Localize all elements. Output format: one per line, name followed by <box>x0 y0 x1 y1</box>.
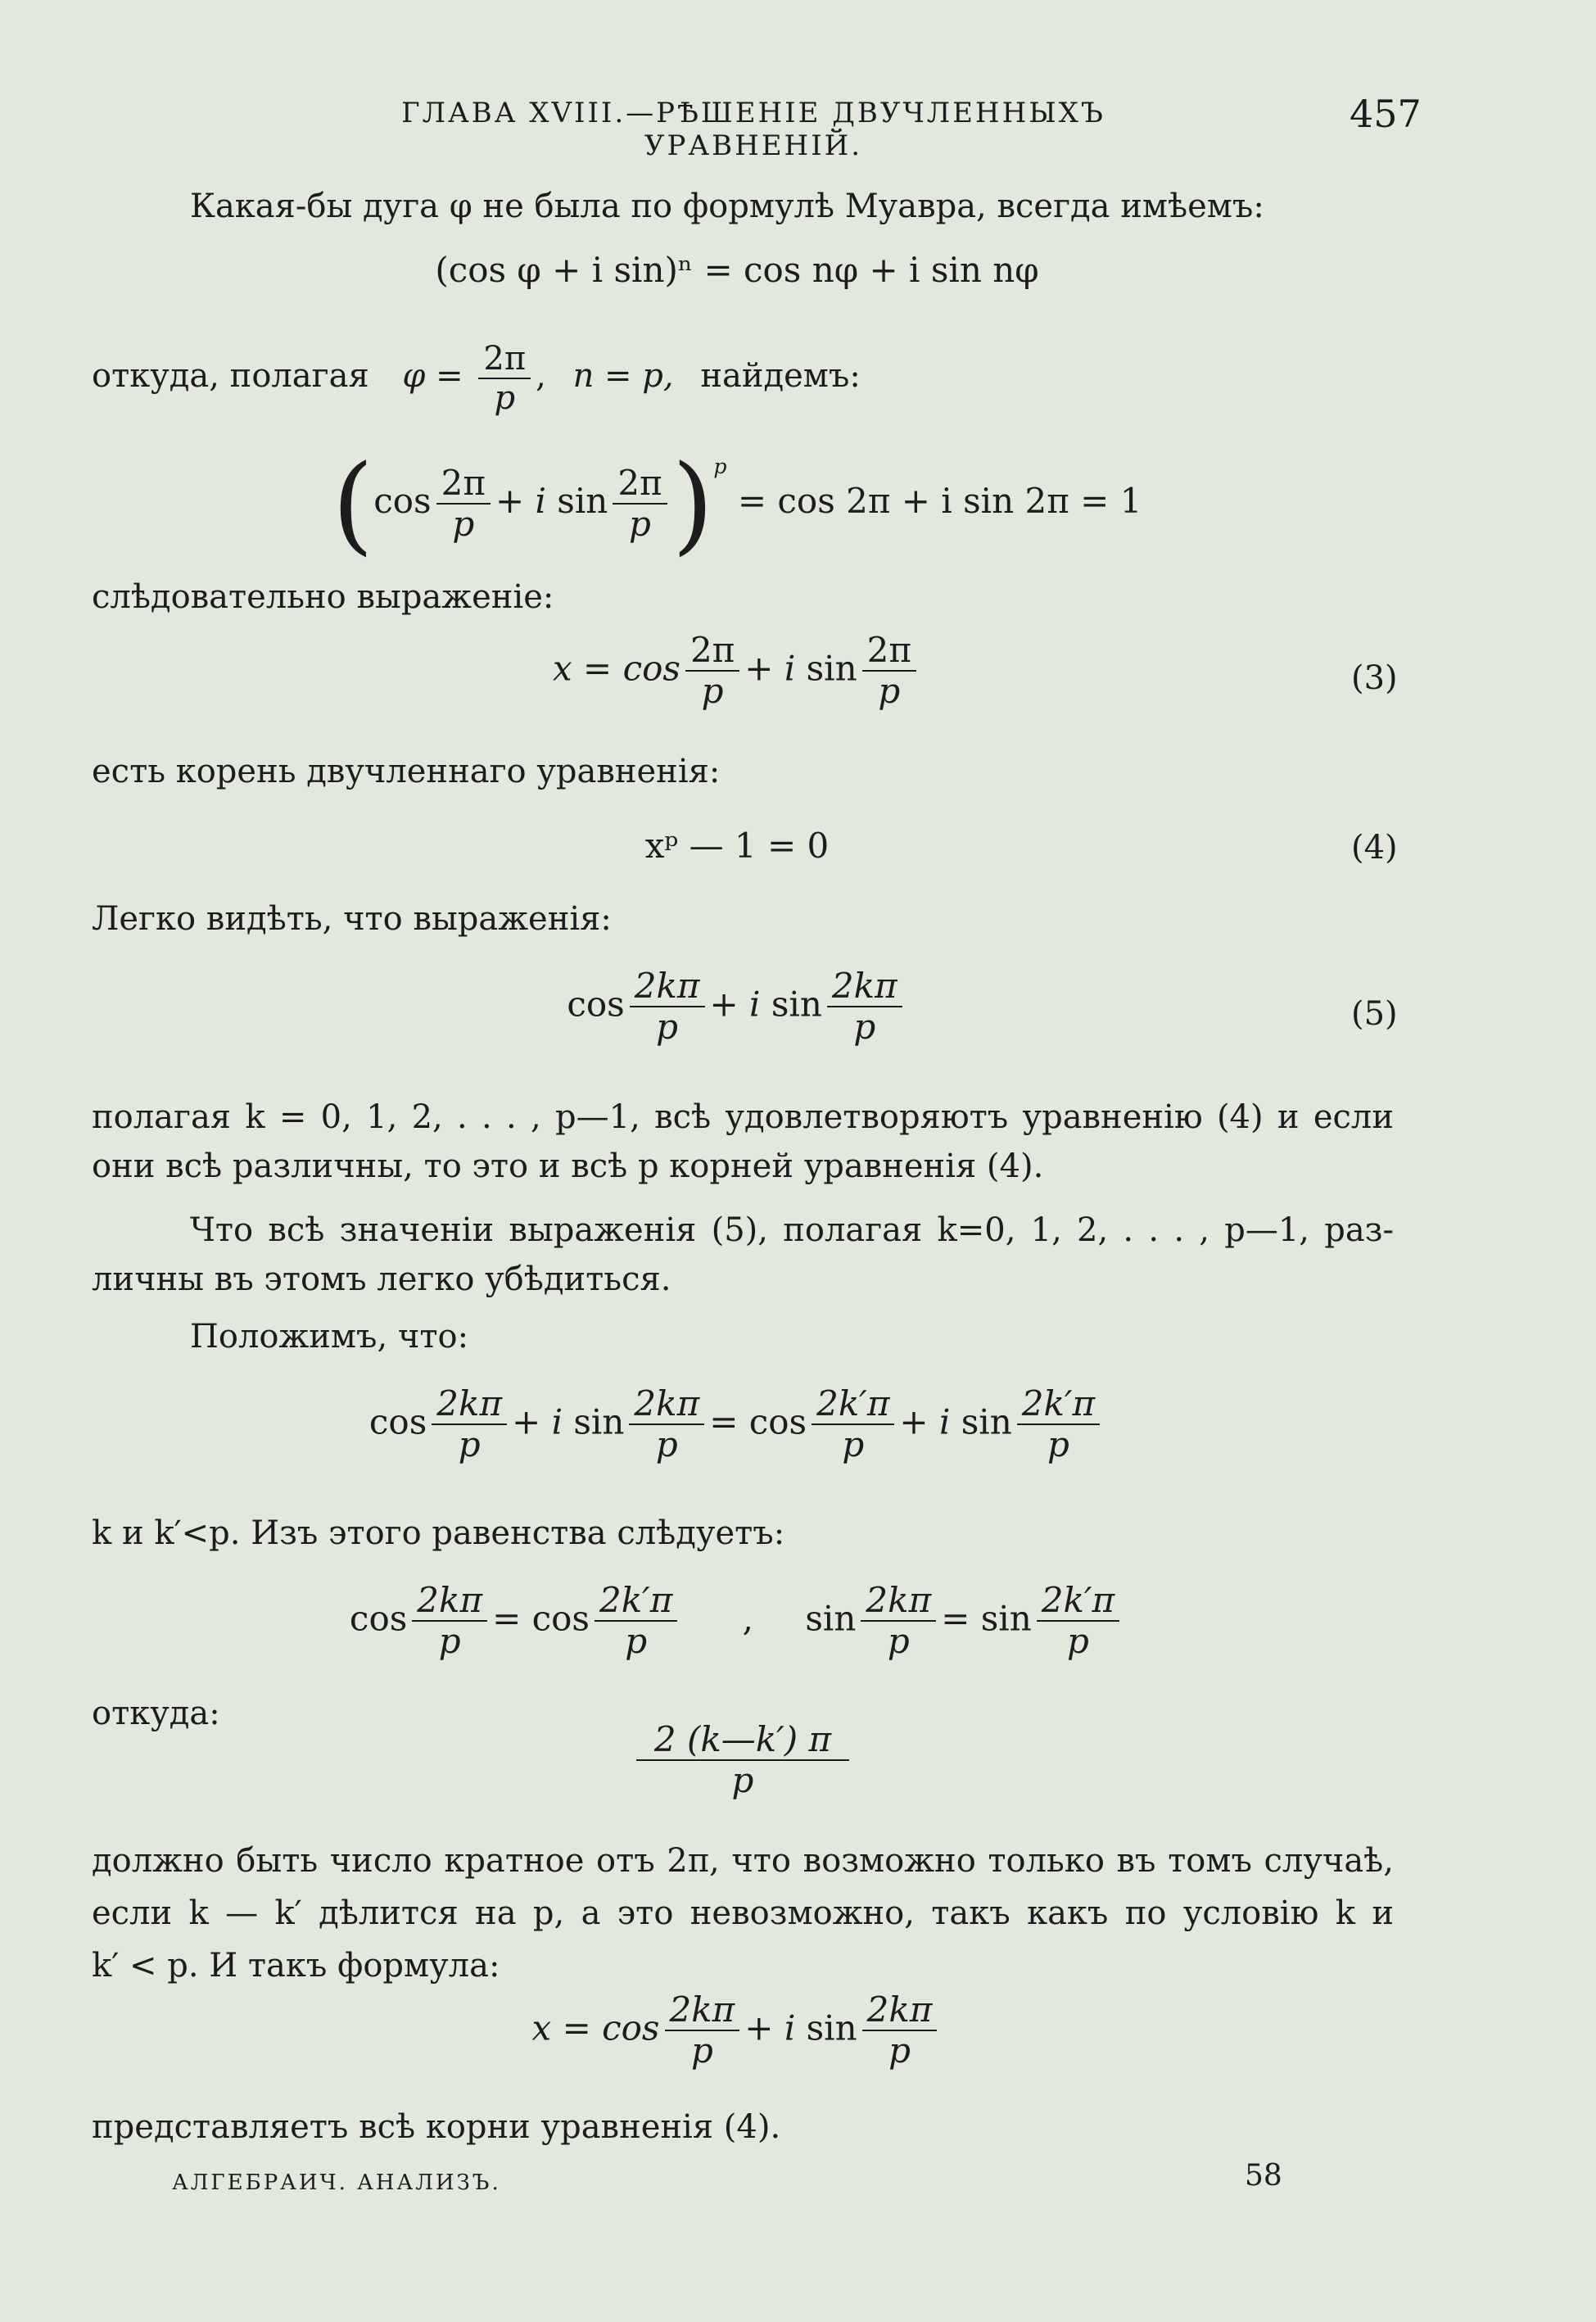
running-title: ГЛАВА XVIII.—РѢШЕНІЕ ДВУЧЛЕННЫХЪ УРАВНЕНІЙ. <box>401 97 1105 162</box>
footer-signature: 58 <box>1245 2159 1282 2193</box>
subst-n: n = p, <box>572 357 674 395</box>
paragraph-9: k и k′<p. Изъ этого равенства слѣдуетъ: <box>92 1514 785 1552</box>
paragraph-3: слѣдовательно выраженіе: <box>92 578 554 616</box>
equation-number-5: (5) <box>1351 995 1398 1033</box>
page-number: 457 <box>1350 92 1422 136</box>
equation-equality: cos $\frac{2k\pi}{p}$ + i sin $\frac{2k\pi}{p}$ = cos $\frac{2k'\pi}{p}$ + i sin $\frac{2k'\pi}{p}$ <box>82 1384 1392 1465</box>
paragraph-7-line-1: Что всѣ значеніи выраженія (5), полагая k=0, 1, 2, . . . , p—1, раз- <box>190 1211 1394 1249</box>
equation-final: x = cos $\frac{2k\pi}{p}$ + i sin $\frac{2k\pi}{p}$ <box>82 1990 1392 2071</box>
paragraph-11-line-1: должно быть число кратное отъ 2π, что возможно только въ томъ случаѣ, <box>92 1842 1394 1880</box>
paragraph-7-line-2: личны въ этомъ легко убѣдиться. <box>92 1261 671 1298</box>
fraction: $\frac{2\pi}{p}$ <box>613 464 667 545</box>
paragraph-4: есть корень двучленнаго уравненія: <box>92 753 721 790</box>
equation-difference: $\frac{2 (k—k') \pi}{p}$ <box>82 1720 1392 1801</box>
fraction: $\frac{2\pi}{p}$ <box>436 464 491 545</box>
subst-phi: φ = <box>402 357 463 395</box>
equation-cos-sin: cos $\frac{2k\pi}{p}$ = cos $\frac{2k'\pi}{p}$ , sin $\frac{2k\pi}{p}$ = sin $\frac{2k'\pi}{p}$ <box>82 1581 1392 1662</box>
paragraph-8: Положимъ, что: <box>190 1318 469 1356</box>
paragraph-11-line-2: если k — k′ дѣлится на p, а это невозможно, такъ какъ по условію k и <box>92 1894 1394 1932</box>
paragraph-11-line-3: k′ < p. И такъ формула: <box>92 1947 500 1985</box>
equation-number-3: (3) <box>1351 659 1398 697</box>
paragraph-1: Какая-бы дуга φ не была по формулѣ Муавра, всегда имѣемъ: <box>190 188 1264 225</box>
paragraph-12: представляетъ всѣ корни уравненія (4). <box>92 2108 781 2146</box>
footer-left: АЛГЕБРАИЧ. АНАЛИЗЪ. <box>172 2170 501 2195</box>
paragraph-2-suffix: найдемъ: <box>700 357 861 395</box>
fraction-2pi-over-p: $\frac{2\pi}{p}$ <box>478 340 531 417</box>
paragraph-6-line-1: полагая k = 0, 1, 2, . . . , p—1, всѣ удовлетворяютъ уравненію (4) и если <box>92 1098 1394 1136</box>
equation-number-4: (4) <box>1351 829 1398 867</box>
power-rhs: = cos 2π + i sin 2π = 1 <box>737 481 1142 521</box>
paragraph-6-line-2: они всѣ различны, то это и всѣ p корней уравненія (4). <box>92 1147 1044 1185</box>
paragraph-5: Легко видѣть, что выраженія: <box>92 900 612 938</box>
equation-4: xᵖ — 1 = 0 <box>644 826 830 866</box>
paragraph-10: откуда: <box>92 1695 220 1732</box>
paragraph-2: откуда, полагая φ = $\frac{2\pi}{p}$ , n = p, найдемъ: <box>92 340 861 417</box>
equation-3: x = cos $\frac{2\pi}{p}$ + i sin $\frac{2\pi}{p}$ <box>82 631 1392 712</box>
paragraph-2-prefix: откуда, полагая <box>92 357 369 395</box>
equation-power: (cos $\frac{2\pi}{p}$ + i sin $\frac{2\pi}{p}$ )$^p$ = cos 2π + i sin 2π = 1 <box>332 441 1142 566</box>
equation-5: cos $\frac{2k\pi}{p}$ + i sin $\frac{2k\pi}{p}$ <box>82 966 1392 1048</box>
equation-moivre: (cos φ + i sin)ⁿ = cos nφ + i sin nφ <box>435 250 1039 290</box>
